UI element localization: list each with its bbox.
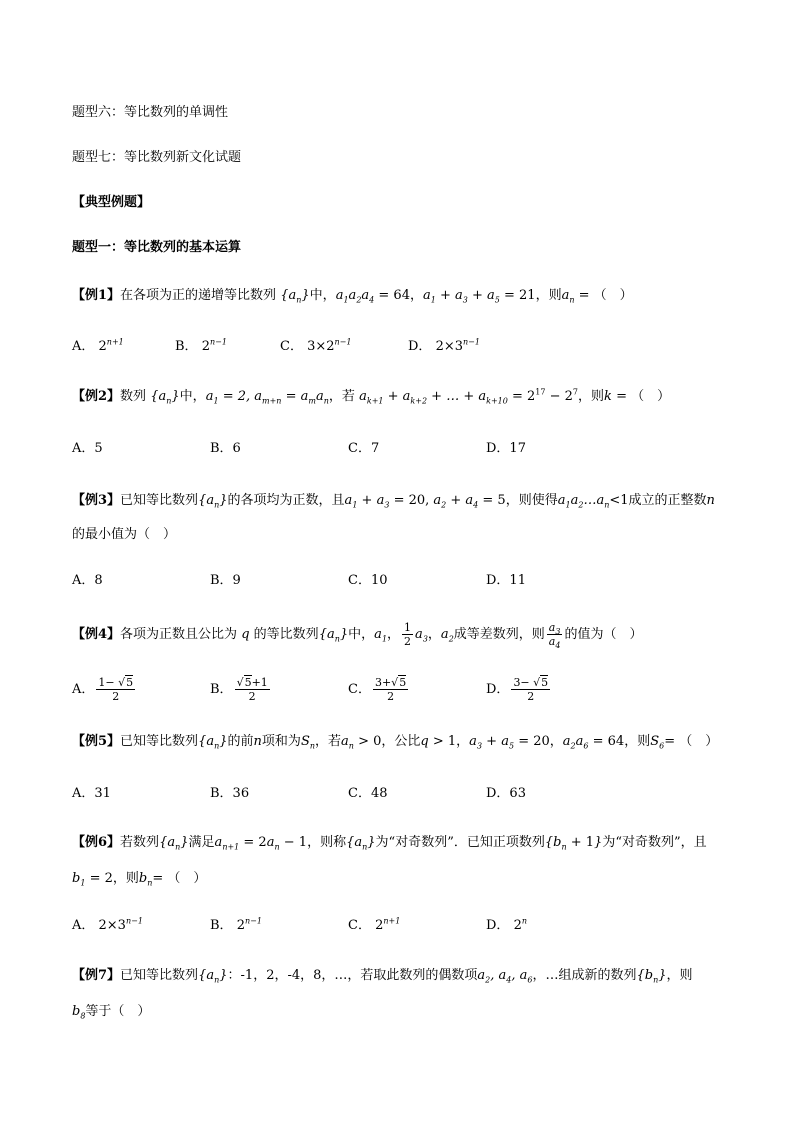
example-1-choice-a[interactable]: A． $2^{n+1}$ — [72, 337, 124, 354]
example-6-question-line-2: $b_1 = 2$，则$b_n=$ （ ） — [72, 871, 207, 888]
example-1-choice-d[interactable]: D． $2\times 3^{n-1}$ — [408, 337, 480, 354]
example-3-choice-d[interactable]: D．11 — [486, 573, 526, 588]
example-4-label: 【例4】 — [72, 627, 121, 642]
example-2-choice-d[interactable]: D．17 — [486, 441, 526, 456]
example-5-choice-b[interactable]: B．36 — [210, 786, 250, 801]
example-3-choice-b[interactable]: B．9 — [210, 573, 241, 588]
example-1-question: 【例1】在各项为正的递增等比数列 $\{a_n\}$中，$a_1a_2a_4 = 64$，$a_1 + a_3 + a_5 = 21$，则$a_n$ = （ ） — [72, 288, 633, 305]
heading-type-6: 题型六：等比数列的单调性 — [72, 105, 229, 120]
example-3-question-line-2: 的最小值为（ ） — [72, 527, 177, 542]
example-7-question-line-2: $b_8$等于（ ） — [72, 1004, 151, 1021]
example-1-choice-b[interactable]: B． $2^{n-1}$ — [175, 337, 227, 354]
example-4-choice-d[interactable]: D． $\frac{3- √5}{2}$ — [486, 676, 549, 703]
example-2-label: 【例2】 — [72, 389, 121, 404]
example-6-choice-a[interactable]: A． $2\times 3^{n-1}$ — [72, 916, 143, 933]
example-5-choice-c[interactable]: C．48 — [348, 786, 388, 801]
example-5-choice-d[interactable]: D．63 — [486, 786, 526, 801]
example-3-choice-c[interactable]: C．10 — [348, 573, 388, 588]
example-7-question: 【例7】已知等比数列$\{a_n\}$：-1，2，-4，8，…，若取此数列的偶数项$a_2$, $a_4$, $a_6$，…组成新的数列$\{b_n\}$，则 — [72, 968, 693, 985]
example-3-question: 【例3】已知等比数列$\{a_n\}$的各项均为正数，且$a_1 + a_3 = 20$, $a_2 + a_4 = 5$，则使得$a_1a_2\dots a_n<1$成立的正整数n — [72, 493, 715, 510]
example-4-question: 【例4】各项为正数且公比为 q 的等比数列$\{a_n\}$中，$a_1$， $\frac{1}{2}$ $a_3$，$a_2$成等差数列，则 $\frac{a_3}{a_4}$ 的值为（ ） — [72, 621, 643, 651]
heading-type-7: 题型七：等比数列新文化试题 — [72, 150, 242, 165]
example-1-choice-c[interactable]: C． $3\times 2^{n-1}$ — [280, 337, 352, 354]
example-6-label: 【例6】 — [72, 835, 121, 850]
example-2-choice-b[interactable]: B．6 — [210, 441, 241, 456]
example-2-choice-c[interactable]: C．7 — [348, 441, 380, 456]
example-5-question: 【例5】已知等比数列$\{a_n\}$的前n项和为$S_n$，若$a_n > 0$，公比q > 1，$a_3 + a_5 = 20$，$a_2a_6 = 64$，则$S_6=$ （ ） — [72, 734, 719, 751]
example-6-choice-b[interactable]: B． $2^{n-1}$ — [210, 916, 262, 933]
example-7-label: 【例7】 — [72, 968, 121, 983]
example-4-choice-b[interactable]: B． $\frac{√5+1}{2}$ — [210, 676, 268, 703]
example-3-label: 【例3】 — [72, 493, 121, 508]
example-6-choice-c[interactable]: C． $2^{n+1}$ — [348, 916, 401, 933]
example-3-choice-a[interactable]: A．8 — [72, 573, 103, 588]
heading-typical-examples: 【典型例题】 — [72, 195, 151, 210]
example-2-choice-a[interactable]: A．5 — [72, 441, 103, 456]
example-5-label: 【例5】 — [72, 734, 121, 749]
example-2-question: 【例2】数列 $\{a_n\}$中，$a_1 = 2$, $a_{m+n} = a_ma_n$，若 $a_{k+1} + a_{k+2}$ + … + $a_{k+10} = 2^{17} - 2^7$，则k = （ ） — [72, 387, 671, 406]
example-6-question: 【例6】若数列$\{a_n\}$满足$a_{n+1} = 2a_n - 1$，则称$\{a_n\}$为“对奇数列”．已知正项数列$\{b_n + 1\}$为“对奇数列”，且 — [72, 835, 707, 852]
heading-type-1: 题型一：等比数列的基本运算 — [72, 240, 242, 255]
example-4-choice-c[interactable]: C． $\frac{3+√5}{2}$ — [348, 676, 407, 703]
example-5-choice-a[interactable]: A．31 — [72, 786, 111, 801]
example-6-choice-d[interactable]: D． 2$^n$ — [486, 916, 527, 933]
example-4-choice-a[interactable]: A． $\frac{1- √5}{2}$ — [72, 676, 134, 703]
example-1-label: 【例1】 — [72, 288, 121, 303]
